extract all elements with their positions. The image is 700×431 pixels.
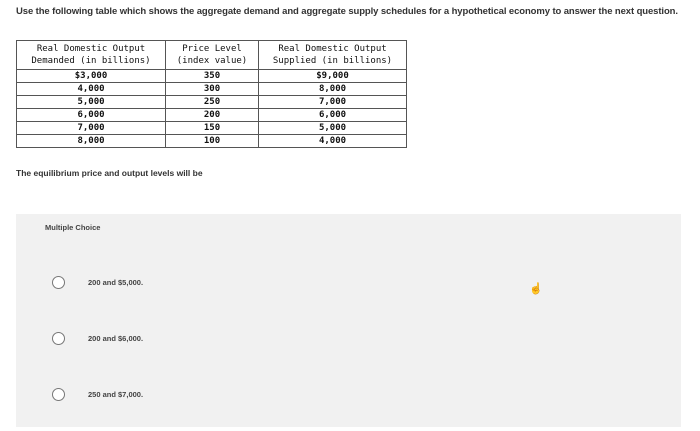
radio-button[interactable] [52, 388, 65, 401]
choice-option-2[interactable] [52, 332, 143, 345]
header-line: Demanded (in billions) [31, 56, 151, 66]
header-line: Price Level [182, 44, 242, 54]
header-demanded [17, 41, 166, 70]
choice-option-3[interactable] [52, 388, 143, 401]
choice-option-1[interactable] [52, 276, 143, 289]
cell-supplied: 7,000 [259, 96, 407, 109]
cell-supplied: 6,000 [259, 109, 407, 122]
cell-demanded: 8,000 [17, 135, 166, 148]
cell-price: 350 [166, 70, 259, 83]
cell-supplied: 4,000 [259, 135, 407, 148]
table-row [17, 96, 407, 109]
radio-button[interactable] [52, 332, 65, 345]
cell-price: 100 [166, 135, 259, 148]
cell-supplied: 5,000 [259, 122, 407, 135]
table-row [17, 135, 407, 148]
choice-label[interactable]: 200 and $6,000. [88, 334, 144, 343]
schedule-table [16, 40, 407, 148]
cell-supplied: 8,000 [259, 83, 407, 96]
cell-demanded: 4,000 [17, 83, 166, 96]
header-supplied [259, 41, 407, 70]
choice-label[interactable]: 200 and $5,000. [88, 278, 144, 287]
multiple-choice-panel [16, 214, 681, 427]
table-header-row [17, 41, 407, 70]
multiple-choice-label: Multiple Choice [45, 223, 101, 232]
cell-price: 250 [166, 96, 259, 109]
cell-demanded: 6,000 [17, 109, 166, 122]
table-row [17, 122, 407, 135]
cell-price: 200 [166, 109, 259, 122]
header-price-level [166, 41, 259, 70]
cell-supplied: $9,000 [259, 70, 407, 83]
cell-demanded: 7,000 [17, 122, 166, 135]
table-row [17, 70, 407, 83]
radio-button[interactable] [52, 276, 65, 289]
header-line: (index value) [176, 56, 248, 66]
cell-price: 300 [166, 83, 259, 96]
cell-demanded: $3,000 [17, 70, 166, 83]
table-row [17, 83, 407, 96]
cell-demanded: 5,000 [17, 96, 166, 109]
question-prompt: The equilibrium price and output levels will be [16, 168, 203, 178]
question-text: Use the following table which shows the aggregate demand and aggregate supply schedules for a hypothetical economy to answer the next question. [16, 6, 678, 17]
choice-label[interactable]: 250 and $7,000. [88, 390, 144, 399]
header-line: Real Domestic Output [278, 44, 387, 54]
cell-price: 150 [166, 122, 259, 135]
header-line: Supplied (in billions) [272, 56, 393, 66]
header-line: Real Domestic Output [36, 44, 146, 54]
pointer-hand-icon: ☝ [529, 283, 543, 295]
table-row [17, 109, 407, 122]
